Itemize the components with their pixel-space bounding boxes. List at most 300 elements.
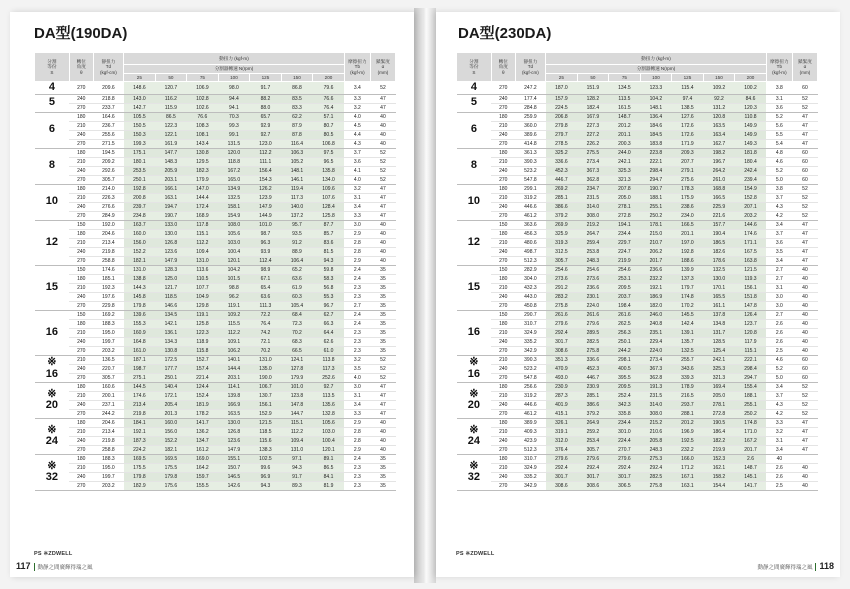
dynamic-torque-cell: 129.5: [187, 157, 219, 166]
dynamic-torque-cell: 215.0: [640, 229, 672, 238]
friction-torque-cell: 3.6: [344, 157, 370, 166]
dynamic-torque-cell: 123.0: [250, 139, 282, 148]
dynamic-torque-cell: 94.3: [250, 481, 282, 490]
angle-cell: 180: [491, 382, 515, 391]
dynamic-torque-cell: 395.5: [609, 373, 641, 382]
dynamic-torque-cell: 56.8: [313, 283, 345, 292]
dynamic-torque-cell: 231.5: [640, 391, 672, 400]
dynamic-torque-cell: 104.9: [187, 292, 219, 301]
dynamic-torque-cell: 68.4: [281, 310, 313, 319]
static-torque-cell: 219.8: [93, 436, 123, 445]
angle-cell: 240: [491, 436, 515, 445]
dynamic-torque-cell: 152.3: [703, 454, 735, 463]
dynamic-torque-cell: 152.2: [124, 247, 156, 256]
dynamic-torque-cell: 100.2: [735, 82, 767, 95]
group-cell: 10: [457, 184, 492, 220]
dynamic-torque-cell: 279.1: [672, 166, 704, 175]
table-row: [35, 229, 396, 238]
dynamic-torque-cell: 292.4: [546, 463, 578, 472]
dynamic-torque-cell: 105.2: [281, 157, 313, 166]
friction-torque-cell: 2.3: [344, 481, 370, 490]
dynamic-torque-cell: 121.7: [155, 283, 187, 292]
dynamic-torque-cell: 192.8: [672, 247, 704, 256]
clamp-cell: 40: [792, 301, 817, 310]
dynamic-torque-cell: 117.3: [281, 193, 313, 202]
clamp-cell: 52: [792, 391, 817, 400]
dynamic-torque-cell: 166.5: [703, 193, 735, 202]
static-torque-cell: 244.2: [93, 409, 123, 418]
dynamic-torque-cell: 174.8: [735, 418, 767, 427]
clamp-cell: 60: [792, 82, 817, 95]
dynamic-torque-cell: 111.3: [250, 301, 282, 310]
table-row: [457, 436, 818, 445]
table-row: [457, 292, 818, 301]
table-row: [35, 193, 396, 202]
dynamic-torque-cell: 224.7: [609, 247, 641, 256]
dynamic-torque-cell: 196.9: [672, 427, 704, 436]
static-torque-cell: 169.2: [93, 310, 123, 319]
friction-torque-cell: 3.8: [766, 82, 792, 95]
dynamic-torque-cell: 147.8: [735, 301, 767, 310]
dynamic-torque-cell: 386.6: [577, 400, 609, 409]
clamp-cell: 52: [370, 166, 395, 175]
friction-torque-cell: 5.2: [766, 364, 792, 373]
dynamic-torque-cell: 400.5: [609, 364, 641, 373]
dynamic-torque-cell: 92.9: [250, 121, 282, 130]
dynamic-torque-cell: 141.7: [187, 418, 219, 427]
table-row: [35, 454, 396, 463]
dynamic-torque-cell: 96.3: [250, 238, 282, 247]
dynamic-torque-cell: 152.8: [735, 193, 767, 202]
dynamic-torque-cell: 147.9: [218, 445, 250, 454]
group-cell: 16: [457, 310, 492, 355]
page-title: DA型(230DA): [458, 25, 552, 42]
dynamic-torque-cell: 70.3: [218, 112, 250, 121]
angle-cell: 180: [491, 148, 515, 157]
dynamic-torque-cell: 250.1: [124, 175, 156, 184]
friction-torque-cell: 2.3: [344, 346, 370, 355]
table-row: [35, 436, 396, 445]
dynamic-torque-cell: 151.9: [577, 82, 609, 95]
dynamic-torque-cell: 175.1: [124, 148, 156, 157]
static-torque-cell: 547.8: [515, 175, 545, 184]
dynamic-torque-cell: 145.1: [735, 472, 767, 481]
dynamic-torque-cell: 156.4: [250, 166, 282, 175]
static-torque-cell: 177.4: [515, 94, 545, 103]
dynamic-torque-cell: 130.7: [250, 391, 282, 400]
dynamic-torque-cell: 209.5: [609, 283, 641, 292]
angle-cell: 270: [69, 373, 93, 382]
dynamic-torque-cell: 148.7: [609, 112, 641, 121]
dynamic-torque-cell: 184.6: [640, 121, 672, 130]
dynamic-torque-cell: 104.2: [640, 94, 672, 103]
dynamic-torque-cell: 88.2: [250, 94, 282, 103]
dynamic-torque-cell: 273.4: [577, 157, 609, 166]
dynamic-torque-cell: 129.8: [187, 301, 219, 310]
dynamic-torque-cell: 279.6: [577, 319, 609, 328]
page-title: DA型(190DA): [34, 25, 128, 42]
table-row: [35, 130, 396, 139]
static-torque-cell: 200.1: [93, 391, 123, 400]
dynamic-torque-cell: 152.2: [155, 436, 187, 445]
dynamic-torque-cell: 167.5: [735, 247, 767, 256]
friction-torque-cell: 2.6: [766, 472, 792, 481]
dynamic-torque-cell: 336.6: [577, 355, 609, 364]
dynamic-torque-cell: 223.8: [640, 148, 672, 157]
dynamic-torque-cell: 131.2: [703, 103, 735, 112]
dynamic-torque-cell: 106.2: [218, 346, 250, 355]
clamp-cell: 40: [370, 121, 395, 130]
dynamic-torque-cell: 230.9: [546, 382, 578, 391]
dynamic-torque-cell: 109.1: [218, 337, 250, 346]
dynamic-torque-cell: 59.8: [313, 265, 345, 274]
clamp-cell: 47: [370, 202, 395, 211]
dynamic-torque-cell: 278.1: [703, 400, 735, 409]
dynamic-torque-cell: 272.8: [703, 409, 735, 418]
static-torque-cell: 389.6: [515, 130, 545, 139]
static-torque-cell: 259.9: [515, 112, 545, 121]
dynamic-torque-cell: 255.1: [735, 400, 767, 409]
angle-cell: 240: [491, 472, 515, 481]
friction-torque-cell: 2.5: [766, 346, 792, 355]
clamp-cell: 40: [792, 337, 817, 346]
clamp-cell: 40: [370, 418, 395, 427]
col-header-speed: 100: [218, 74, 250, 82]
friction-torque-cell: 2.7: [344, 301, 370, 310]
dynamic-torque-cell: 306.5: [609, 481, 641, 490]
dynamic-torque-cell: 164.8: [124, 337, 156, 346]
dynamic-torque-cell: 182.3: [187, 166, 219, 175]
dynamic-torque-cell: 135.0: [250, 364, 282, 373]
dynamic-torque-cell: 79.6: [313, 82, 345, 95]
group-cell: 12: [35, 220, 70, 265]
dynamic-torque-cell: 166.1: [155, 184, 187, 193]
group-cell: 15: [35, 265, 70, 310]
dynamic-torque-cell: 142.4: [672, 319, 704, 328]
group-cell: ※ 16: [35, 355, 70, 382]
dynamic-torque-cell: 174.6: [124, 391, 156, 400]
col-header-speed: 125: [672, 74, 704, 82]
dynamic-torque-cell: 192.1: [124, 427, 156, 436]
dynamic-torque-cell: 131.7: [703, 328, 735, 337]
dynamic-torque-cell: 130.0: [703, 274, 735, 283]
dynamic-torque-cell: 80.7: [313, 121, 345, 130]
static-torque-cell: 194.5: [93, 148, 123, 157]
angle-cell: 150: [69, 220, 93, 229]
dynamic-torque-cell: 161.5: [609, 103, 641, 112]
dynamic-torque-cell: 292.4: [640, 463, 672, 472]
dynamic-torque-cell: 210.6: [640, 427, 672, 436]
friction-torque-cell: 2.9: [344, 256, 370, 265]
dynamic-torque-cell: 190.7: [155, 211, 187, 220]
table-row: [457, 472, 818, 481]
dynamic-torque-cell: 66.3: [313, 319, 345, 328]
dynamic-torque-cell: 275.8: [546, 301, 578, 310]
group-cell: ※ 24: [457, 418, 492, 454]
dynamic-torque-cell: 80.5: [313, 130, 345, 139]
clamp-cell: 35: [370, 337, 395, 346]
clamp-cell: 52: [370, 82, 395, 95]
dynamic-torque-cell: 174.8: [672, 292, 704, 301]
clamp-cell: 52: [792, 202, 817, 211]
dynamic-torque-cell: 155.1: [218, 454, 250, 463]
dynamic-torque-cell: 143.0: [124, 94, 156, 103]
dynamic-torque-cell: 134.5: [609, 82, 641, 95]
catalog-page-right: [436, 12, 840, 577]
table-row: [457, 229, 818, 238]
friction-torque-cell: 2.8: [344, 436, 370, 445]
table-row: [35, 139, 396, 148]
dynamic-torque-cell: 138.8: [124, 274, 156, 283]
static-torque-cell: 512.3: [515, 256, 545, 265]
dynamic-torque-cell: 154.3: [250, 175, 282, 184]
dynamic-torque-cell: 112.2: [187, 238, 219, 247]
table-row: [457, 82, 818, 95]
dynamic-torque-cell: 86.5: [313, 463, 345, 472]
dynamic-torque-cell: 131.0: [281, 445, 313, 454]
static-torque-cell: 199.7: [93, 337, 123, 346]
dynamic-torque-cell: 198.2: [703, 148, 735, 157]
dynamic-torque-cell: 156.0: [155, 427, 187, 436]
clamp-cell: 52: [792, 409, 817, 418]
angle-cell: 210: [69, 238, 93, 247]
dynamic-torque-cell: 118.8: [218, 157, 250, 166]
friction-torque-cell: 2.3: [344, 472, 370, 481]
clamp-cell: 40: [370, 256, 395, 265]
table-row: [457, 283, 818, 292]
angle-cell: 180: [69, 382, 93, 391]
dynamic-torque-cell: 230.1: [577, 292, 609, 301]
table-row: [35, 220, 396, 229]
dynamic-torque-cell: 124.4: [187, 382, 219, 391]
col-header-speed: 75: [609, 74, 641, 82]
dynamic-torque-cell: 112.2: [218, 328, 250, 337]
dynamic-torque-cell: 175.9: [672, 193, 704, 202]
dynamic-torque-cell: 131.0: [124, 265, 156, 274]
dynamic-torque-cell: 186.9: [640, 292, 672, 301]
table-row: [457, 454, 818, 463]
static-torque-cell: 185.1: [93, 274, 123, 283]
dynamic-torque-cell: 314.0: [577, 202, 609, 211]
dynamic-torque-cell: 103.0: [218, 238, 250, 247]
dynamic-torque-cell: 126.2: [250, 184, 282, 193]
clamp-cell: 40: [792, 346, 817, 355]
dynamic-torque-cell: 188.1: [735, 391, 767, 400]
dynamic-torque-cell: 132.5: [672, 346, 704, 355]
clamp-cell: 40: [792, 472, 817, 481]
table-row: [457, 112, 818, 121]
clamp-cell: 40: [370, 445, 395, 454]
dynamic-torque-cell: 179.8: [124, 301, 156, 310]
friction-torque-cell: 2.6: [766, 319, 792, 328]
clamp-cell: 52: [370, 364, 395, 373]
dynamic-torque-cell: 91.7: [250, 82, 282, 95]
angle-cell: 180: [491, 112, 515, 121]
dynamic-torque-cell: 161.2: [187, 445, 219, 454]
dynamic-torque-cell: 259.2: [577, 427, 609, 436]
dynamic-torque-cell: 103.0: [313, 427, 345, 436]
dynamic-torque-cell: 121.5: [735, 265, 767, 274]
dynamic-torque-cell: 305.7: [546, 256, 578, 265]
clamp-cell: 47: [370, 409, 395, 418]
friction-torque-cell: 3.5: [344, 364, 370, 373]
angle-cell: 270: [491, 103, 515, 112]
dynamic-torque-cell: 279.8: [546, 121, 578, 130]
dynamic-torque-cell: 415.1: [546, 409, 578, 418]
dynamic-torque-cell: 94.3: [281, 463, 313, 472]
angle-cell: 240: [491, 247, 515, 256]
dynamic-torque-cell: 120.3: [735, 103, 767, 112]
clamp-cell: 47: [792, 121, 817, 130]
dynamic-torque-cell: 140.1: [218, 355, 250, 364]
group-cell: 16: [35, 310, 70, 355]
angle-cell: 240: [69, 472, 93, 481]
dynamic-torque-cell: 282.5: [640, 472, 672, 481]
friction-torque-cell: 2.5: [766, 481, 792, 490]
static-torque-cell: 237.1: [93, 400, 123, 409]
angle-cell: 270: [69, 139, 93, 148]
angle-cell: 240: [69, 202, 93, 211]
catalog-page-left: [10, 12, 414, 577]
dynamic-torque-cell: 254.6: [577, 265, 609, 274]
dynamic-torque-cell: 172.4: [187, 202, 219, 211]
friction-torque-cell: 2.3: [344, 283, 370, 292]
dynamic-torque-cell: 132.5: [218, 193, 250, 202]
dynamic-torque-cell: 117.8: [187, 220, 219, 229]
dynamic-torque-cell: 98.9: [250, 265, 282, 274]
dynamic-torque-cell: 254.6: [546, 265, 578, 274]
dynamic-torque-cell: 150.5: [124, 121, 156, 130]
static-torque-cell: 195.0: [93, 328, 123, 337]
clamp-cell: 47: [370, 193, 395, 202]
dynamic-torque-cell: 144.9: [250, 211, 282, 220]
group-cell: 4: [457, 82, 492, 95]
dynamic-torque-cell: 112.2: [281, 427, 313, 436]
angle-cell: 180: [69, 229, 93, 238]
dynamic-torque-cell: 163.5: [703, 121, 735, 130]
angle-cell: 180: [69, 148, 93, 157]
dynamic-torque-cell: 298.4: [735, 364, 767, 373]
dynamic-torque-cell: 160.0: [155, 418, 187, 427]
dynamic-torque-cell: 203.1: [155, 175, 187, 184]
dynamic-torque-cell: 60.3: [281, 292, 313, 301]
friction-torque-cell: 3.4: [766, 220, 792, 229]
dynamic-torque-cell: 301.7: [609, 472, 641, 481]
static-torque-cell: 226.3: [93, 193, 123, 202]
dynamic-torque-cell: 166.9: [218, 400, 250, 409]
dynamic-torque-cell: 224.5: [546, 103, 578, 112]
dynamic-torque-cell: 224.0: [577, 301, 609, 310]
dynamic-torque-cell: 122.3: [187, 328, 219, 337]
dynamic-torque-cell: 102.8: [187, 94, 219, 103]
friction-torque-cell: 5.4: [766, 139, 792, 148]
table-row: [457, 202, 818, 211]
angle-cell: 240: [491, 292, 515, 301]
dynamic-torque-cell: 81.5: [313, 247, 345, 256]
dynamic-torque-cell: 179.7: [672, 283, 704, 292]
static-torque-cell: 203.2: [93, 481, 123, 490]
angle-cell: 210: [69, 328, 93, 337]
dynamic-torque-cell: 62.2: [281, 112, 313, 121]
dynamic-torque-cell: 111.1: [250, 157, 282, 166]
friction-torque-cell: 4.8: [766, 148, 792, 157]
dynamic-torque-cell: 178.6: [703, 256, 735, 265]
angle-cell: 210: [491, 355, 515, 364]
friction-torque-cell: 3.3: [766, 418, 792, 427]
dynamic-torque-cell: 115.1: [735, 346, 767, 355]
dynamic-torque-cell: 155.3: [124, 319, 156, 328]
angle-cell: 270: [69, 481, 93, 490]
dynamic-torque-cell: 201.1: [672, 229, 704, 238]
dynamic-torque-cell: 222.1: [640, 157, 672, 166]
dynamic-torque-cell: 279.6: [546, 454, 578, 463]
clamp-cell: 47: [370, 184, 395, 193]
dynamic-torque-cell: 206.8: [546, 112, 578, 121]
angle-cell: 210: [69, 283, 93, 292]
col-header-clamp: 鎖緊度 α (mm): [792, 53, 817, 82]
table-row: [35, 310, 396, 319]
dynamic-torque-cell: 144.7: [281, 409, 313, 418]
angle-cell: 240: [69, 436, 93, 445]
static-torque-cell: 304.0: [515, 274, 545, 283]
angle-cell: 270: [491, 82, 515, 95]
angle-cell: 240: [491, 202, 515, 211]
dynamic-torque-cell: 152.4: [187, 391, 219, 400]
table-row: [457, 238, 818, 247]
dynamic-torque-cell: 108.1: [187, 130, 219, 139]
dynamic-torque-cell: 321.3: [703, 373, 735, 382]
dynamic-torque-cell: 182.9: [124, 481, 156, 490]
dynamic-torque-cell: 244.2: [609, 346, 641, 355]
clamp-cell: 40: [792, 463, 817, 472]
col-header-angle: 轉位 角度 θ: [69, 53, 93, 82]
dynamic-torque-cell: 100.4: [313, 436, 345, 445]
dynamic-torque-cell: 279.7: [546, 130, 578, 139]
dynamic-torque-cell: 102.5: [250, 454, 282, 463]
dynamic-torque-cell: 166.5: [672, 220, 704, 229]
clamp-cell: 35: [370, 283, 395, 292]
angle-cell: 270: [69, 103, 93, 112]
dynamic-torque-cell: 182.0: [640, 301, 672, 310]
friction-torque-cell: 3.4: [766, 382, 792, 391]
dynamic-torque-cell: 201.2: [672, 418, 704, 427]
clamp-cell: 40: [792, 328, 817, 337]
table-row: [35, 94, 396, 103]
clamp-cell: 47: [792, 436, 817, 445]
dynamic-torque-cell: 188.1: [640, 193, 672, 202]
static-torque-cell: 136.5: [93, 355, 123, 364]
clamp-cell: 60: [792, 355, 817, 364]
clamp-cell: 52: [792, 94, 817, 103]
dynamic-torque-cell: 163.8: [735, 256, 767, 265]
clamp-cell: 47: [370, 103, 395, 112]
static-torque-cell: 160.6: [93, 382, 123, 391]
static-torque-cell: 213.4: [93, 427, 123, 436]
dynamic-torque-cell: 283.2: [546, 292, 578, 301]
dynamic-torque-cell: 379.2: [577, 409, 609, 418]
dynamic-torque-cell: 154.9: [735, 184, 767, 193]
dynamic-torque-cell: 292.4: [546, 328, 578, 337]
static-torque-cell: 450.8: [515, 301, 545, 310]
friction-torque-cell: 3.6: [766, 238, 792, 247]
dynamic-torque-cell: 94.1: [218, 103, 250, 112]
angle-cell: 270: [491, 373, 515, 382]
dynamic-torque-cell: 109.6: [313, 184, 345, 193]
friction-torque-cell: 4.0: [344, 175, 370, 184]
dynamic-torque-cell: 207.7: [672, 157, 704, 166]
angle-cell: 270: [491, 301, 515, 310]
dynamic-torque-cell: 319.3: [546, 238, 578, 247]
